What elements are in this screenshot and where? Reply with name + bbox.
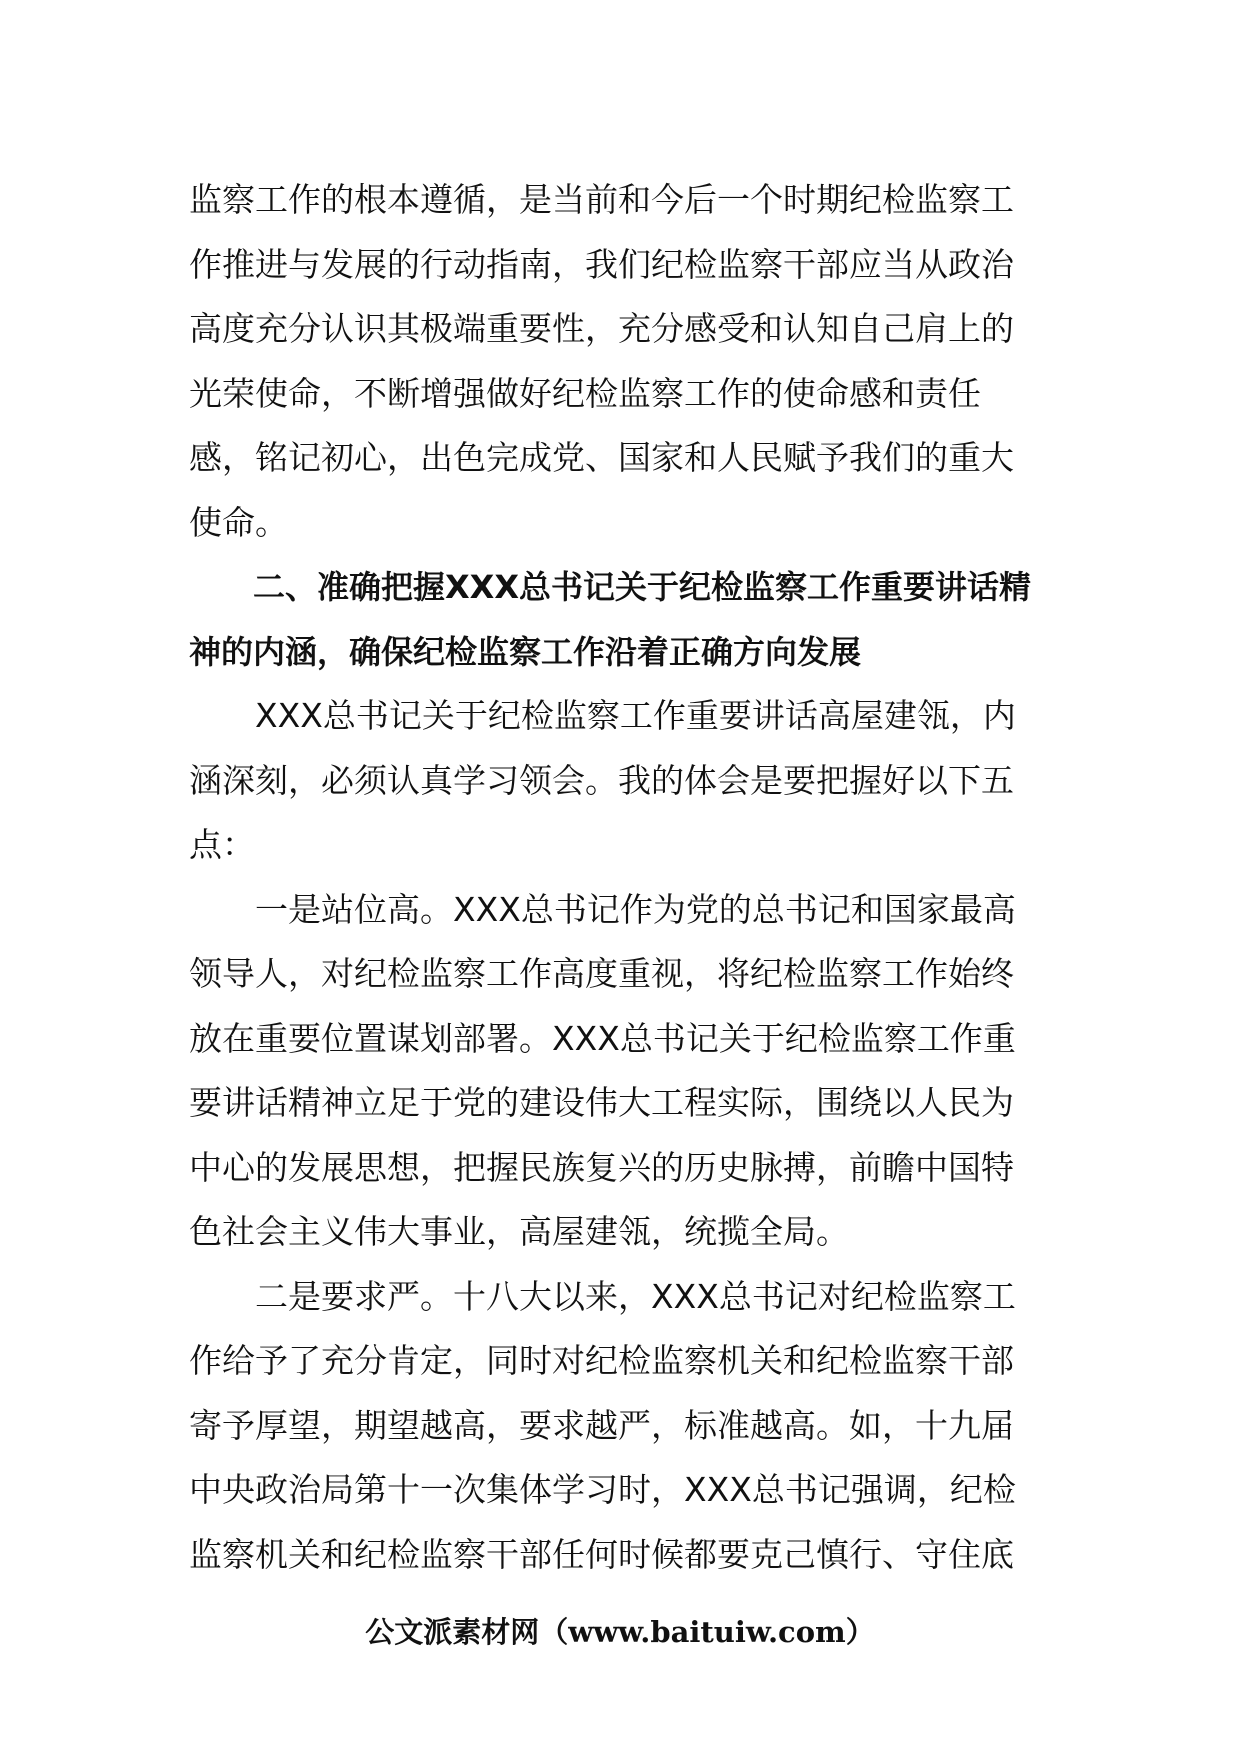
section-heading-two xyxy=(189,555,1069,684)
text-line: 要讲话精神立足于党的建设伟大工程实际，围绕以人民为 xyxy=(189,1083,1014,1122)
paragraph-point-one xyxy=(189,878,1069,1265)
text-line: 作给予了充分肯定，同时对纪检监察机关和纪检监察干部 xyxy=(189,1341,1014,1380)
text-line: 使命。 xyxy=(189,502,288,542)
text-line: 放在重要位置谋划部署。XXX总书记关于纪检监察工作重 xyxy=(189,1018,1016,1058)
text-line: 涵深刻，必须认真学习领会。我的体会是要把握好以下五 xyxy=(189,760,1014,800)
text-line: 领导人，对纪检监察工作高度重视，将纪检监察工作始终 xyxy=(189,954,1014,993)
text-line: 监察机关和纪检监察干部任何时候都要克己慎行、守住底 xyxy=(189,1534,1014,1574)
text-line: 光荣使命，不断增强做好纪检监察工作的使命感和责任 xyxy=(189,373,981,413)
text-line: 中心的发展思想，把握民族复兴的历史脉搏，前瞻中国特 xyxy=(189,1147,1014,1187)
text-line: 点： xyxy=(189,825,255,864)
heading-line: 二、准确把握XXX总书记关于纪检监察工作重要讲话精 xyxy=(189,568,1032,606)
page-footer: 公文派素材网（www.baituiw.com） xyxy=(365,1615,875,1649)
text-line: 寄予厚望，期望越高，要求越严，标准越高。如，十九届 xyxy=(189,1405,1014,1445)
paragraph-five-points-intro xyxy=(189,684,1069,878)
text-line: 作推进与发展的行动指南，我们纪检监察干部应当从政治 xyxy=(189,244,1014,284)
text-line: 二是要求严。十八大以来，XXX总书记对纪检监察工 xyxy=(189,1276,1016,1316)
text-line: 高度充分认识其极端重要性，充分感受和认知自己肩上的 xyxy=(189,309,1014,348)
text-line: 色社会主义伟大事业，高屋建瓴，统揽全局。 xyxy=(189,1212,849,1251)
text-line: 一是站位高。XXX总书记作为党的总书记和国家最高 xyxy=(189,889,1016,929)
paragraph-point-two xyxy=(189,1265,1069,1588)
heading-line: 神的内涵，确保纪检监察工作沿着正确方向发展 xyxy=(189,632,862,671)
text-line: 中央政治局第十一次集体学习时，XXX总书记强调，纪检 xyxy=(189,1470,1016,1509)
text-line: XXX总书记关于纪检监察工作重要讲话高屋建瓴，内 xyxy=(189,696,1016,735)
paragraph-mission-intro xyxy=(189,168,1069,555)
text-line: 感，铭记初心，出色完成党、国家和人民赋予我们的重大 xyxy=(189,438,1014,477)
text-line: 监察工作的根本遵循，是当前和今后一个时期纪检监察工 xyxy=(189,180,1014,219)
document-body xyxy=(189,168,1069,1587)
